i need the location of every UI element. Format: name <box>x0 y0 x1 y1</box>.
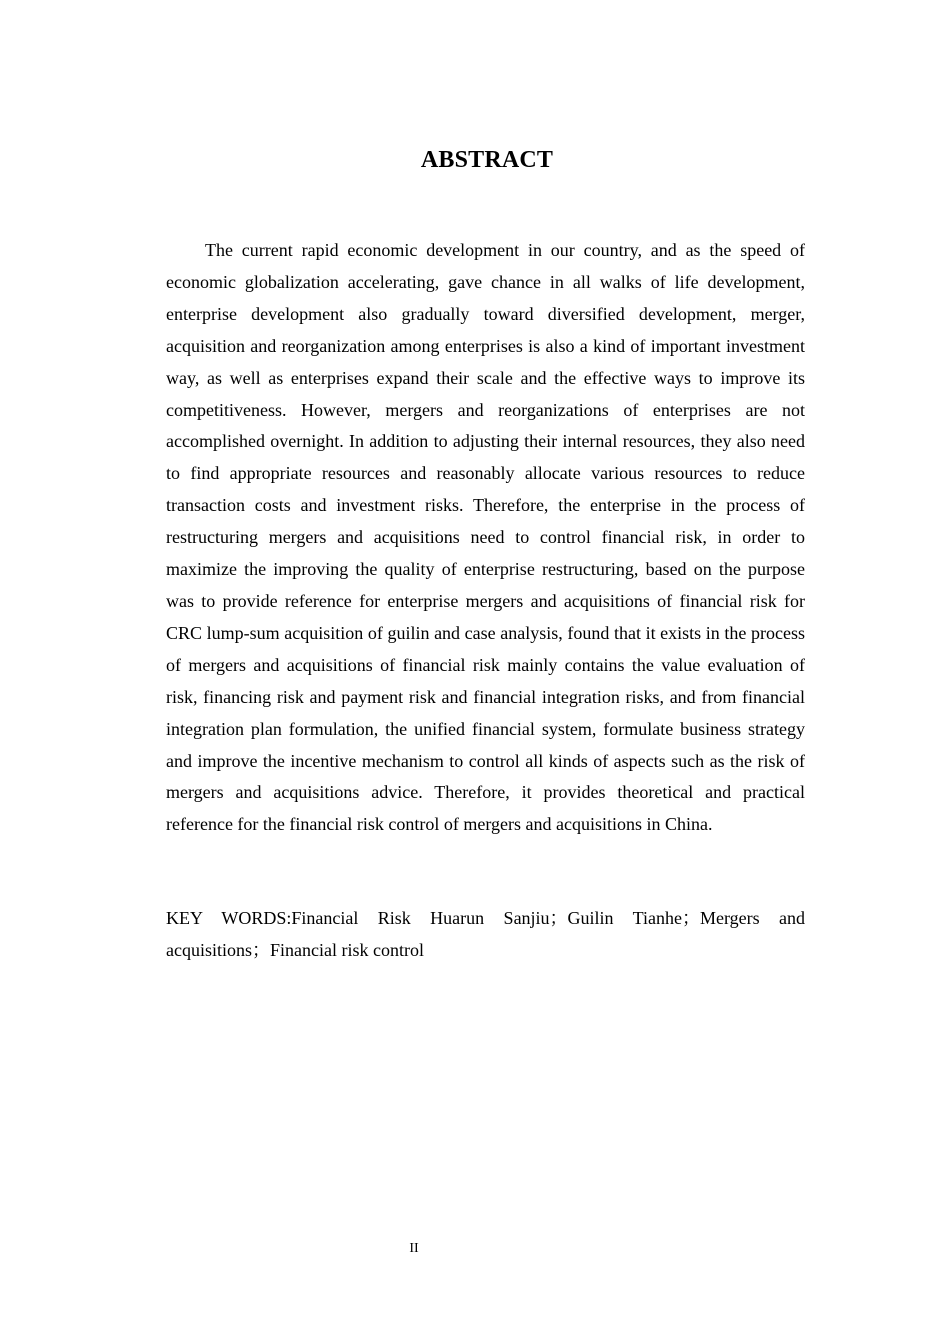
page-number: II <box>409 1241 419 1256</box>
keywords-paragraph <box>166 902 805 966</box>
abstract-paragraph: The current rapid economic development in our country, and as the speed of economic globalization accelerating, gave chance in all walks of life development, enterprise development also gradually toward diversified development, merger, acquisition and reorganization among enterprises is also a kind of important investment way, as well as enterprises expand their scale and the effective ways to improve its competitiveness. However, mergers and reorganizations of enterprises are not accomplished overnight. In addition to adjusting their internal resources, they also need to find appropriate resources and reasonably allocate various resources to reduce transaction costs and investment risks. Therefore, the enterprise in the process of restructuring mergers and acquisitions need to control financial risk, in order to maximize the improving the quality of enterprise restructuring, based on the purpose was to provide reference for enterprise mergers and acquisitions of financial risk for CRC lump-sum acquisition of guilin and case analysis, found that it exists in the process of mergers and acquisitions of financial risk mainly contains the value evaluation of risk, financing risk and payment risk and financial integration risks, and from financial integration plan formulation, the unified financial system, formulate business strategy and improve the incentive mechanism to control all kinds of aspects such as the risk of mergers and acquisitions advice. Therefore, it provides theoretical and practical reference for the financial risk control of mergers and acquisitions in China. <box>166 240 805 835</box>
keywords-list: Financial Risk Huarun Sanjiu；Guilin Tianhe；Mergers and acquisitions；Financial risk control <box>166 908 805 960</box>
page-title: ABSTRACT <box>420 147 554 173</box>
keywords-label: KEY WORDS: <box>166 908 292 928</box>
